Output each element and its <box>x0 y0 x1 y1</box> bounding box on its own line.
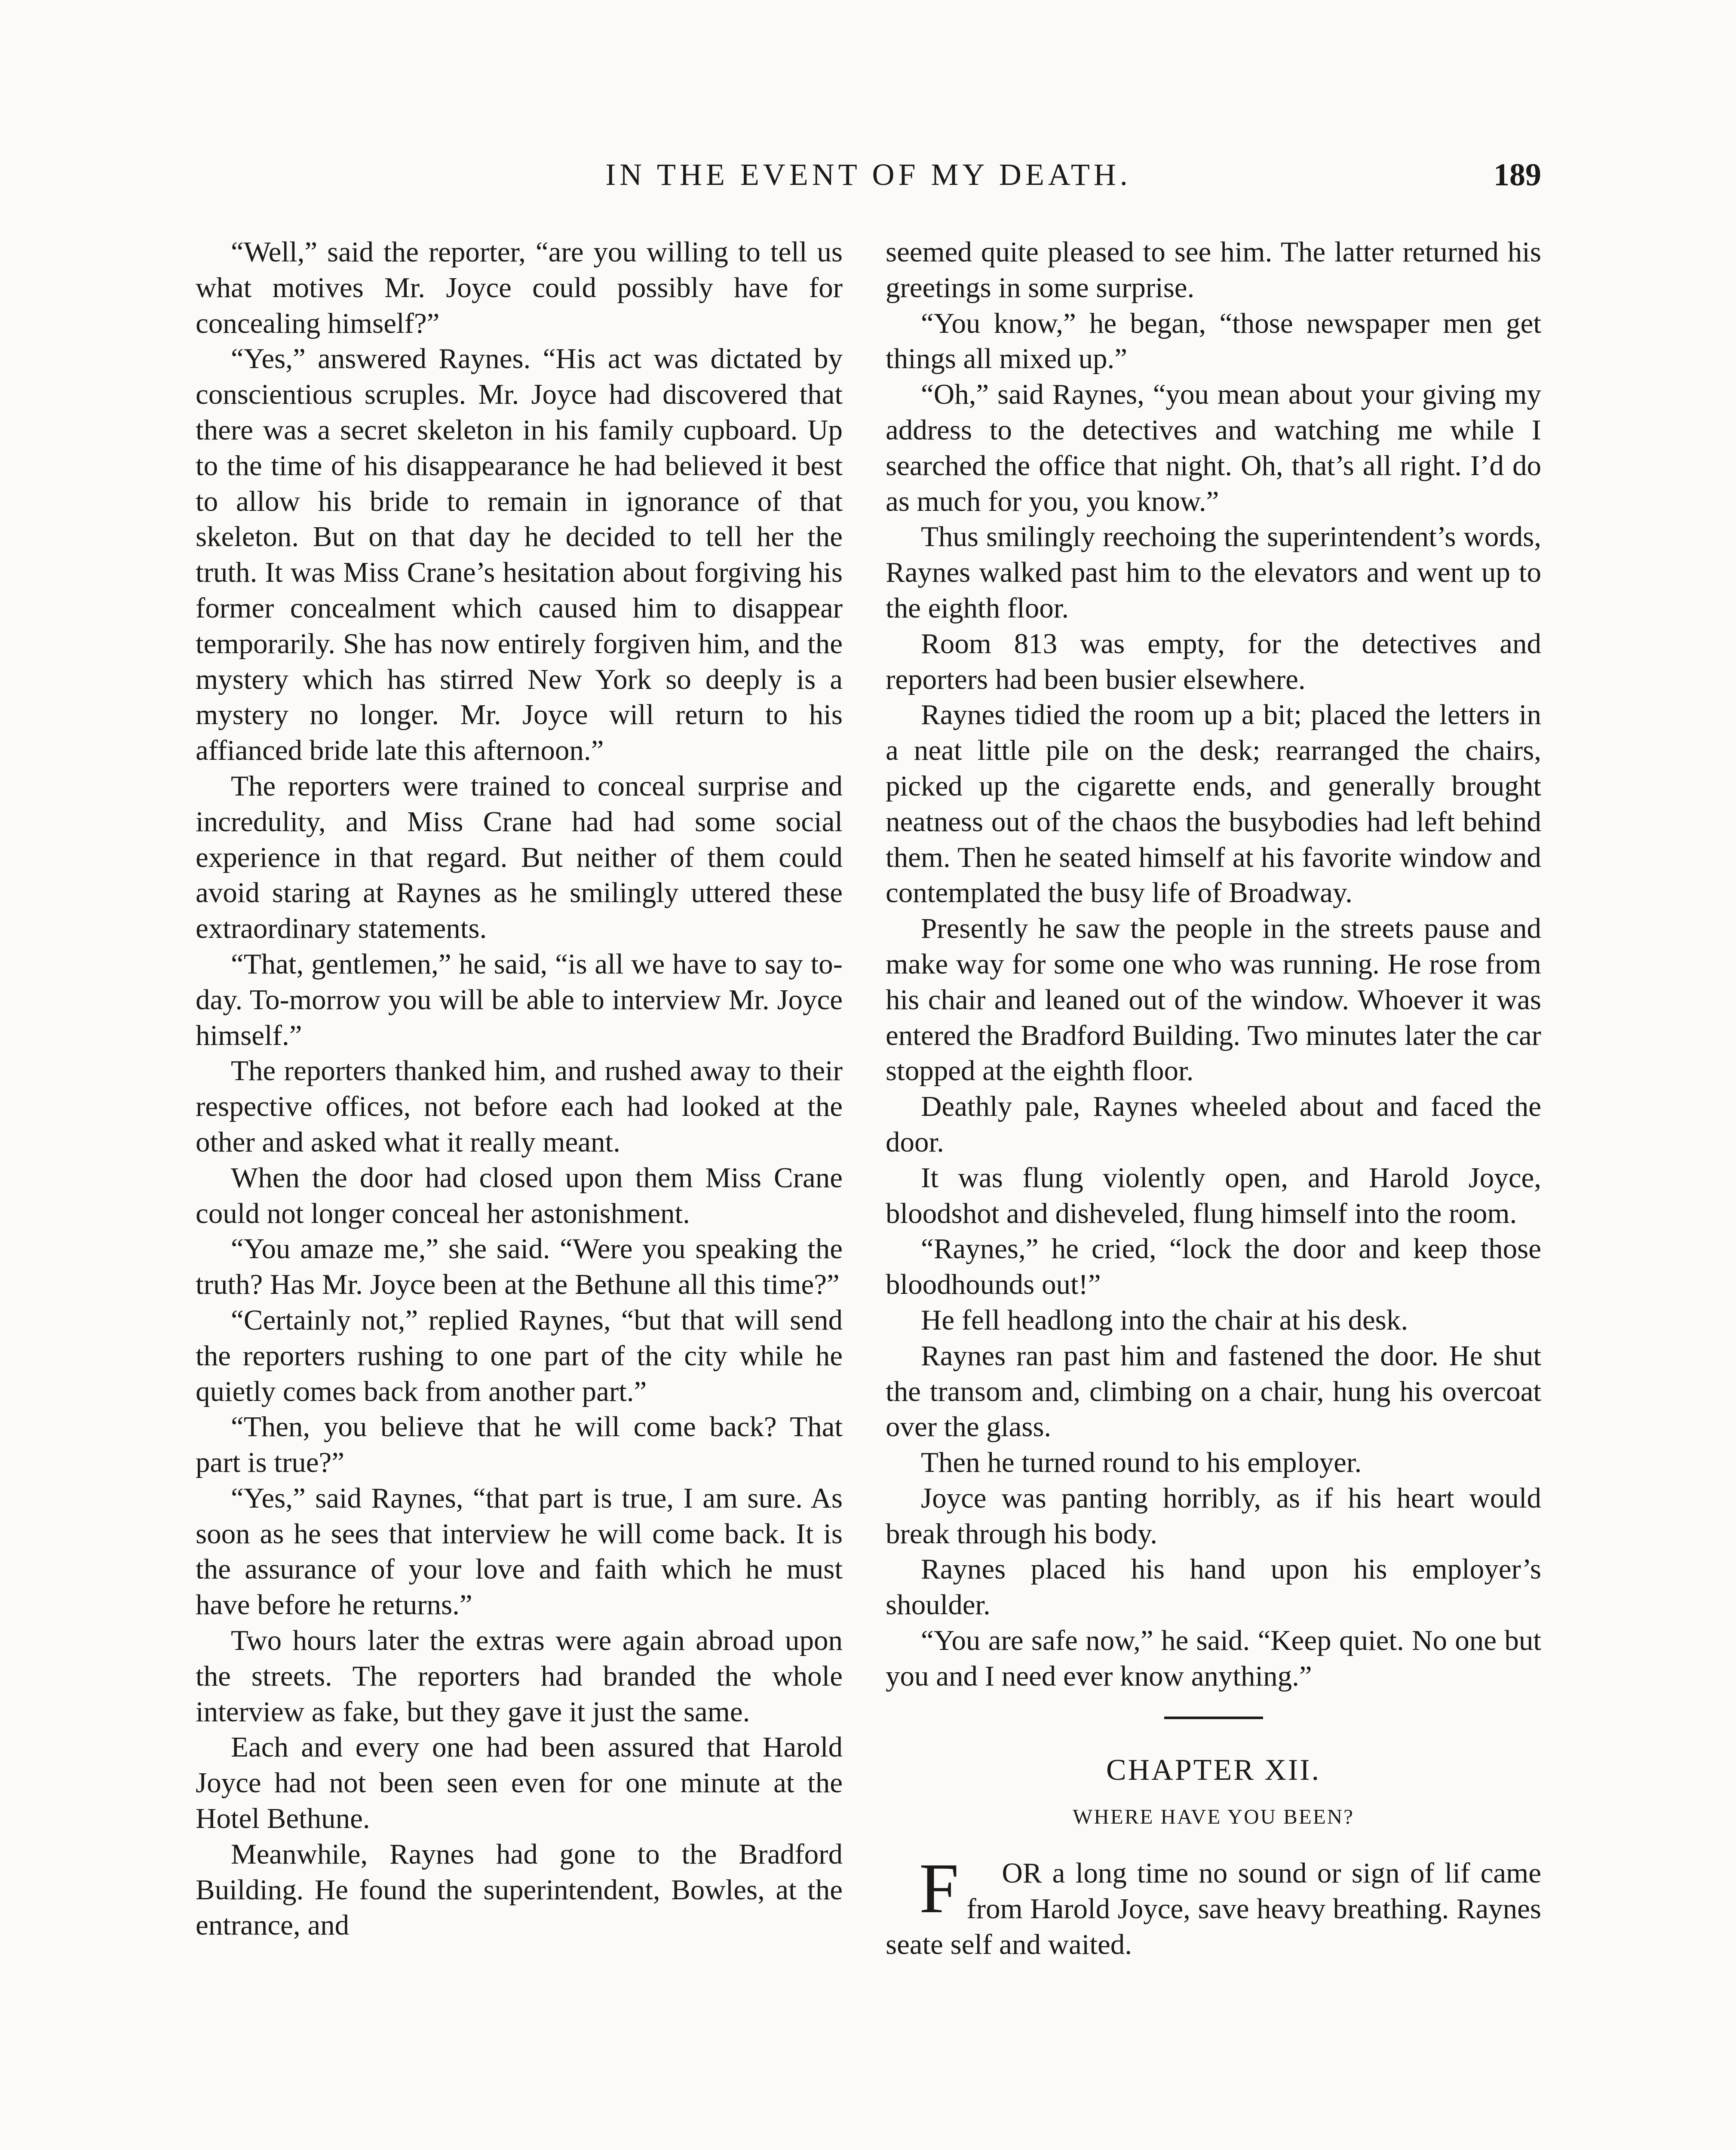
chapter-opening-paragraph <box>886 1849 1541 1962</box>
paragraph: “You amaze me,” she said. “Were you speaking the truth? Has Mr. Joyce been at the Bethune all this time?” <box>196 1233 843 1301</box>
page-number: 189 <box>1494 157 1541 193</box>
chapter-subtitle: WHERE HAVE YOU BEEN? <box>1073 1805 1354 1829</box>
paragraph: “Well,” said the reporter, “are you willing to tell us what motives Mr. Joyce could possibly have for concealing himself?” <box>196 236 843 339</box>
paragraph: seemed quite pleased to see him. The latter returned his greetings in some surprise. <box>886 236 1541 304</box>
chapter-title: CHAPTER XII. <box>1106 1753 1321 1787</box>
paragraph: “You know,” he began, “those newspaper men get things all mixed up.” <box>886 307 1541 375</box>
right-column <box>886 234 1541 1963</box>
running-title: IN THE EVENT OF MY DEATH. <box>605 157 1132 192</box>
drop-cap: F <box>919 1849 959 1928</box>
paragraph: The reporters were trained to conceal surprise and incredulity, and Miss Crane had had some social experience in that regard. But neither of them could avoid staring at Raynes as he smilingly uttered these extraordinary statements. <box>196 770 843 945</box>
paragraph: “That, gentlemen,” he said, “is all we have to say to-day. To-morrow you will be able to interview Mr. Joyce himself.” <box>196 948 843 1051</box>
paragraph: He fell headlong into the chair at his desk. <box>921 1304 1408 1336</box>
paragraph: Meanwhile, Raynes had gone to the Bradford Building. He found the superintendent, Bowles, at the entrance, and <box>196 1838 843 1941</box>
paragraph: It was flung violently open, and Harold Joyce, bloodshot and disheveled, flung himself into the room. <box>886 1161 1541 1229</box>
paragraph: “Then, you believe that he will come back? That part is true?” <box>196 1411 843 1479</box>
paragraph: Presently he saw the people in the streets pause and make way for some one who was running. He rose from his chair and leaned out of the window. Whoever it was entered the Bradford Building. Two minutes later the car stopped at the eighth floor. <box>886 912 1541 1087</box>
paragraph: When the door had closed upon them Miss Crane could not longer conceal her astonishment. <box>196 1161 843 1229</box>
paragraph: “You are safe now,” he said. “Keep quiet. No one but you and I need ever know anything.” <box>886 1625 1541 1692</box>
paragraph: Deathly pale, Raynes wheeled about and faced the door. <box>886 1090 1541 1158</box>
paragraph: “Yes,” said Raynes, “that part is true, I am sure. As soon as he sees that interview he will come back. It is the assurance of your love and faith which he must have before he returns.” <box>196 1482 843 1621</box>
section-divider <box>1164 1717 1263 1719</box>
paragraph: Two hours later the extras were again abroad upon the streets. The reporters had branded the whole interview as fake, but they gave it just the same. <box>196 1625 843 1728</box>
paragraph: Thus smilingly reechoing the superintendent’s words, Raynes walked past him to the elevators and went up to the eighth floor. <box>886 521 1541 624</box>
paragraph: Joyce was panting horribly, as if his heart would break through his body. <box>886 1482 1541 1550</box>
paragraph: “Yes,” answered Raynes. “His act was dictated by conscientious scruples. Mr. Joyce had discovered that there was a secret skeleton in his family cupboard. Up to the time of his disappearance he had believed it best to allow his bride to remain in ignorance of that skeleton. But on that day he decided to tell her the truth. It was Miss Crane’s hesitation about forgiving his former concealment which caused him to disappear temporarily. She has now entirely forgiven him, and the mystery which has stirred New York so deeply is a mystery no longer. Mr. Joyce will return to his affianced bride late this afternoon.” <box>196 343 843 767</box>
paragraph: Raynes tidied the room up a bit; placed the letters in a neat little pile on the desk; rearranged the chairs, picked up the cigarette ends, and generally brought neatness out of the chaos the busybodies had left behind them. Then he seated himself at his favorite window and contemplated the busy life of Broadway. <box>886 699 1541 909</box>
paragraph: Each and every one had been assured that Harold Joyce had not been seen even for one minute at the Hotel Bethune. <box>196 1731 843 1835</box>
paragraph: Raynes placed his hand upon his employer’s shoulder. <box>886 1553 1541 1621</box>
paragraph: Raynes ran past him and fastened the door. He shut the transom and, climbing on a chair, hung his overcoat over the glass. <box>886 1339 1541 1443</box>
paragraph: Room 813 was empty, for the detectives and reporters had been busier elsewhere. <box>886 627 1541 695</box>
paragraph: “Certainly not,” replied Raynes, “but that will send the reporters rushing to one part of the city while he quietly comes back from another part.” <box>196 1304 843 1407</box>
paragraph: Then he turned round to his employer. <box>921 1447 1362 1479</box>
left-column <box>196 234 843 1943</box>
chapter-opening-text: OR a long time no sound or sign of lif came from Harold Joyce, save heavy breathing. Raynes seate self and waited. <box>886 1857 1541 1960</box>
paragraph: “Raynes,” he cried, “lock the door and keep those bloodhounds out!” <box>886 1233 1541 1301</box>
paragraph: “Oh,” said Raynes, “you mean about your giving my address to the detectives and watching me while I searched the office that night. Oh, that’s all right. I’d do as much for you, you know.” <box>886 378 1541 517</box>
running-head <box>196 157 1541 209</box>
paragraph: The reporters thanked him, and rushed away to their respective offices, not before each had looked at the other and asked what it really meant. <box>196 1055 843 1158</box>
